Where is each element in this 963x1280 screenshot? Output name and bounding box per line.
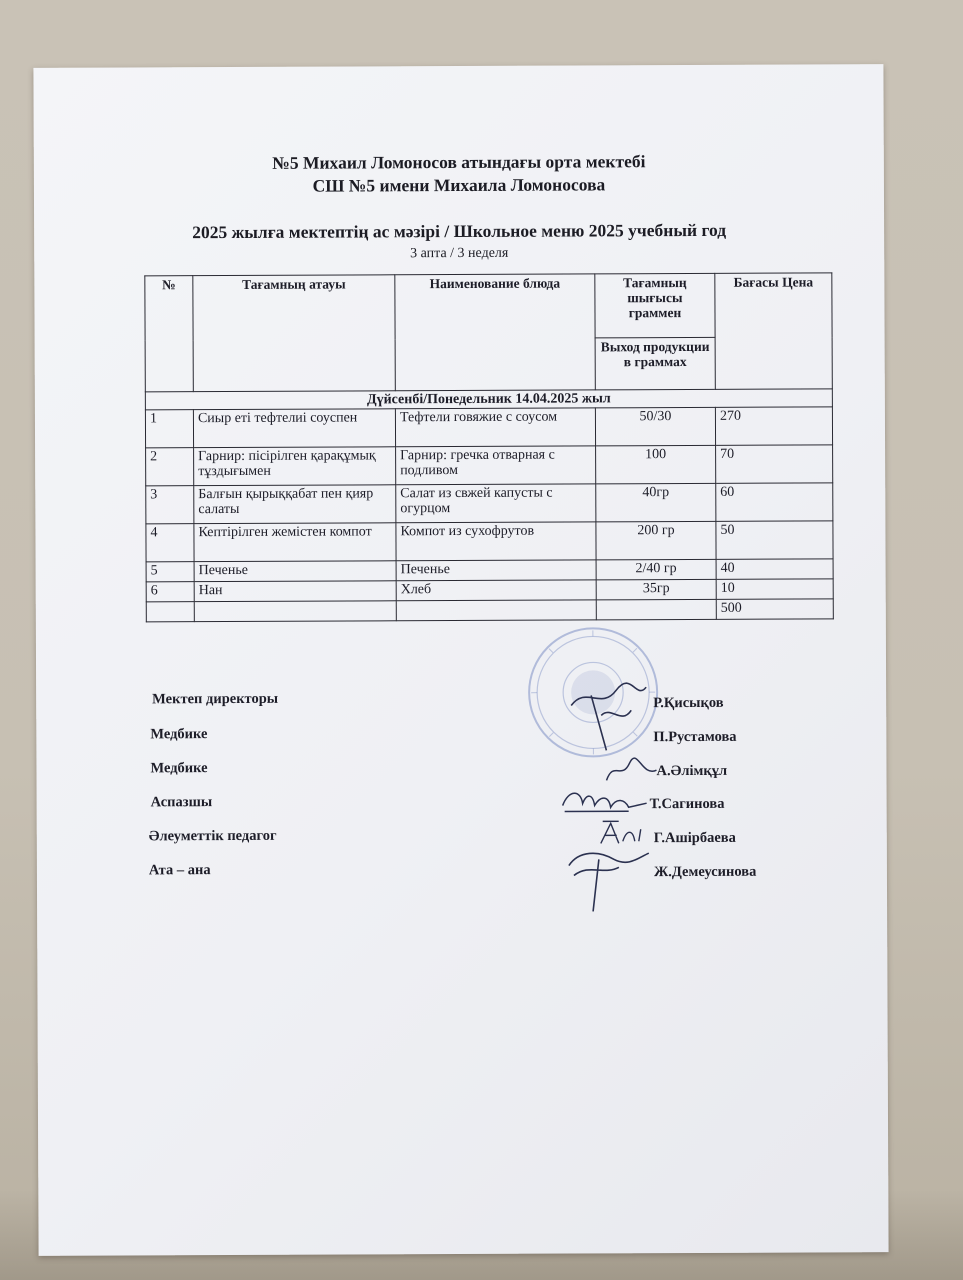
role-nurse-1: Медбике <box>150 726 208 743</box>
row-output: 200 гр <box>596 521 716 560</box>
row-output: 100 <box>596 445 716 484</box>
row-name-kz: Кептірілген жемістен компот <box>194 523 396 562</box>
row-price: 10 <box>716 579 833 600</box>
row-num: 6 <box>146 582 194 602</box>
row-price: 70 <box>716 445 833 484</box>
name-nurse-1: П.Рустамова <box>653 728 737 746</box>
header-num: № <box>145 276 194 392</box>
row-num: 2 <box>146 448 194 486</box>
row-output: 2/40 гр <box>596 559 716 580</box>
signature-cook <box>559 785 651 817</box>
menu-document <box>33 64 888 1256</box>
header-name-kz: Тағамның атауы <box>193 275 396 392</box>
header-output-kz: Тағамның шығысы граммен <box>595 273 715 338</box>
name-parent: Ж.Демеусинова <box>653 863 757 881</box>
row-name-kz: Нан <box>194 581 396 602</box>
row-num: 3 <box>146 486 194 524</box>
row-name-ru: Тефтели говяжие с соусом <box>395 408 595 447</box>
row-output: 50/30 <box>595 407 715 446</box>
total-row <box>146 599 833 622</box>
total-price: 500 <box>716 599 833 620</box>
menu-title: 2025 жылға мектептің ас мәзірі / Школьное меню 2025 учебный год <box>192 219 727 243</box>
row-num: 1 <box>145 410 193 448</box>
table-row <box>146 445 833 486</box>
total-empty <box>194 601 396 622</box>
row-name-kz: Печенье <box>194 561 396 582</box>
row-price: 40 <box>716 559 833 580</box>
role-social-pedagog: Әлеуметтік педагог <box>148 827 277 845</box>
row-name-kz: Балғын қырыққабат пен қияр салаты <box>194 485 396 524</box>
row-num: 5 <box>146 562 194 582</box>
row-price: 50 <box>716 521 833 560</box>
table-row <box>146 521 833 562</box>
row-output: 35гр <box>596 579 716 600</box>
signature-director <box>561 675 651 755</box>
signature-nurse-2 <box>601 755 661 785</box>
school-name-kz: №5 Михаил Ломоносов атындағы орта мектебі <box>272 151 646 173</box>
signature-parent <box>559 845 654 915</box>
role-cook: Аспазшы <box>150 794 213 811</box>
name-social-pedagog: Г.Ашірбаева <box>653 829 736 847</box>
row-name-ru: Салат из свжей капусты с огурцом <box>396 484 596 523</box>
row-name-ru: Хлеб <box>396 580 596 601</box>
row-name-ru: Компот из сухофрутов <box>396 522 596 561</box>
day-label: Дүйсенбі/Понедельник 14.04.2025 жыл <box>145 389 832 410</box>
name-director: Р.Қисықов <box>653 694 724 712</box>
row-num: 4 <box>146 524 194 562</box>
header-name-ru: Наименование блюда <box>395 274 596 391</box>
table-row <box>146 483 833 524</box>
header-output-ru: Выход продукции в граммах <box>595 337 715 390</box>
row-price: 270 <box>715 407 832 446</box>
total-empty <box>146 602 194 622</box>
row-name-kz: Гарнир: пісірілген қарақұмық тұздығымен <box>194 447 396 486</box>
role-nurse-2: Медбике <box>150 760 208 777</box>
row-name-kz: Сиыр еті тефтелиі соуспен <box>193 409 395 448</box>
row-name-ru: Печенье <box>396 560 596 581</box>
total-empty <box>596 599 716 620</box>
total-empty <box>396 600 596 621</box>
signature-social-pedagog <box>597 817 649 847</box>
row-price: 60 <box>716 483 833 522</box>
week-label: 3 апта / 3 неделя <box>410 245 509 262</box>
row-output: 40гр <box>596 483 716 522</box>
header-price: Бағасы Цена <box>715 273 833 390</box>
name-cook: Т.Сагинова <box>649 795 725 813</box>
role-parent: Ата – ана <box>148 862 211 879</box>
name-nurse-2: А.Әлімқұл <box>656 762 728 780</box>
menu-table <box>144 272 834 622</box>
role-director: Мектеп директоры <box>152 690 279 708</box>
row-name-ru: Гарнир: гречка отварная с подливом <box>396 446 596 485</box>
table-row <box>145 407 832 448</box>
school-name-ru: СШ №5 имени Михаила Ломоносова <box>312 174 606 196</box>
